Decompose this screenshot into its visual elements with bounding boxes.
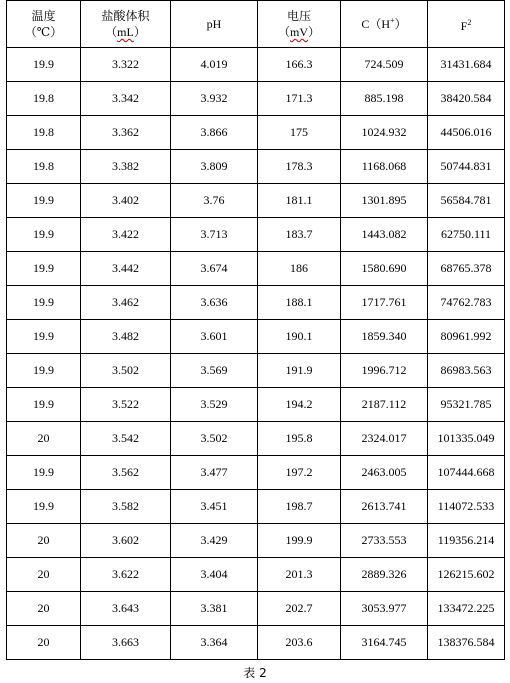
cell-voltage: 199.9 — [258, 524, 341, 558]
cell-h-concentration: 724.509 — [341, 48, 428, 82]
table-row — [7, 456, 505, 490]
cell-ph: 3.529 — [171, 388, 258, 422]
cell-temperature: 20 — [7, 524, 81, 558]
table-row — [7, 558, 505, 592]
cell-h-concentration: 2187.112 — [341, 388, 428, 422]
cell-f2: 68765.378 — [428, 252, 505, 286]
cell-f2: 138376.584 — [428, 626, 505, 660]
cell-f2: 95321.785 — [428, 388, 505, 422]
header-h-concentration — [341, 1, 428, 48]
cell-temperature: 19.9 — [7, 48, 81, 82]
cell-ph: 3.713 — [171, 218, 258, 252]
header-row — [7, 1, 505, 48]
table-row — [7, 626, 505, 660]
data-table — [6, 0, 505, 660]
cell-hcl-volume: 3.462 — [81, 286, 171, 320]
header-voltage — [258, 1, 341, 48]
cell-hcl-volume: 3.382 — [81, 150, 171, 184]
header-f2 — [428, 1, 505, 48]
cell-voltage: 186 — [258, 252, 341, 286]
table-row — [7, 218, 505, 252]
cell-temperature: 19.9 — [7, 184, 81, 218]
header-f-sub: 2 — [467, 17, 472, 27]
header-voltage-close: ） — [308, 25, 321, 39]
table-row — [7, 286, 505, 320]
cell-temperature: 20 — [7, 592, 81, 626]
cell-f2: 38420.584 — [428, 82, 505, 116]
cell-f2: 126215.602 — [428, 558, 505, 592]
table-row — [7, 490, 505, 524]
cell-h-concentration: 3164.745 — [341, 626, 428, 660]
header-voltage-open: （ — [277, 25, 290, 39]
cell-hcl-volume: 3.602 — [81, 524, 171, 558]
cell-voltage: 181.1 — [258, 184, 341, 218]
cell-voltage: 194.2 — [258, 388, 341, 422]
cell-f2: 50744.831 — [428, 150, 505, 184]
cell-f2: 86983.563 — [428, 354, 505, 388]
cell-h-concentration: 1996.712 — [341, 354, 428, 388]
cell-voltage: 201.3 — [258, 558, 341, 592]
cell-temperature: 19.9 — [7, 286, 81, 320]
cell-temperature: 19.9 — [7, 490, 81, 524]
cell-ph: 4.019 — [171, 48, 258, 82]
cell-voltage: 188.1 — [258, 286, 341, 320]
cell-voltage: 191.9 — [258, 354, 341, 388]
cell-ph: 3.866 — [171, 116, 258, 150]
cell-h-concentration: 885.198 — [341, 82, 428, 116]
header-c-end: ） — [394, 17, 407, 31]
cell-voltage: 178.3 — [258, 150, 341, 184]
header-voltage-unit: mV — [290, 25, 308, 39]
cell-voltage: 166.3 — [258, 48, 341, 82]
table-row — [7, 82, 505, 116]
cell-temperature: 19.8 — [7, 82, 81, 116]
cell-temperature: 19.9 — [7, 218, 81, 252]
cell-hcl-volume: 3.622 — [81, 558, 171, 592]
cell-temperature: 19.9 — [7, 252, 81, 286]
cell-temperature: 20 — [7, 422, 81, 456]
cell-ph: 3.932 — [171, 82, 258, 116]
cell-hcl-volume: 3.522 — [81, 388, 171, 422]
cell-ph: 3.809 — [171, 150, 258, 184]
header-hcl-close: ） — [133, 25, 146, 39]
table-row — [7, 48, 505, 82]
table-row — [7, 320, 505, 354]
cell-hcl-volume: 3.362 — [81, 116, 171, 150]
cell-voltage: 198.7 — [258, 490, 341, 524]
cell-temperature: 20 — [7, 558, 81, 592]
header-f-main: F — [460, 18, 468, 33]
cell-hcl-volume: 3.442 — [81, 252, 171, 286]
header-hcl-open: （ — [105, 25, 118, 39]
header-c-main: C（H — [361, 17, 391, 31]
table-row — [7, 184, 505, 218]
cell-f2: 74762.783 — [428, 286, 505, 320]
cell-h-concentration: 1717.761 — [341, 286, 428, 320]
cell-ph: 3.364 — [171, 626, 258, 660]
cell-h-concentration: 1301.895 — [341, 184, 428, 218]
header-ph — [171, 1, 258, 48]
table-row — [7, 524, 505, 558]
cell-hcl-volume: 3.502 — [81, 354, 171, 388]
header-temperature-unit: （℃） — [24, 25, 63, 39]
cell-h-concentration: 3053.977 — [341, 592, 428, 626]
cell-voltage: 190.1 — [258, 320, 341, 354]
cell-f2: 31431.684 — [428, 48, 505, 82]
header-c-sup: + — [390, 16, 395, 25]
cell-hcl-volume: 3.663 — [81, 626, 171, 660]
cell-temperature: 20 — [7, 626, 81, 660]
cell-ph: 3.502 — [171, 422, 258, 456]
cell-hcl-volume: 3.322 — [81, 48, 171, 82]
cell-h-concentration: 2613.741 — [341, 490, 428, 524]
cell-f2: 56584.781 — [428, 184, 505, 218]
cell-voltage: 197.2 — [258, 456, 341, 490]
cell-f2: 44506.016 — [428, 116, 505, 150]
cell-ph: 3.477 — [171, 456, 258, 490]
table-row — [7, 592, 505, 626]
cell-ph: 3.429 — [171, 524, 258, 558]
cell-temperature: 19.9 — [7, 320, 81, 354]
table-row — [7, 354, 505, 388]
cell-f2: 107444.668 — [428, 456, 505, 490]
cell-f2: 119356.214 — [428, 524, 505, 558]
cell-ph: 3.76 — [171, 184, 258, 218]
cell-h-concentration: 1859.340 — [341, 320, 428, 354]
table-row — [7, 388, 505, 422]
cell-temperature: 19.8 — [7, 116, 81, 150]
cell-ph: 3.569 — [171, 354, 258, 388]
cell-hcl-volume: 3.582 — [81, 490, 171, 524]
header-voltage-label: 电压 — [286, 9, 311, 23]
cell-hcl-volume: 3.482 — [81, 320, 171, 354]
cell-ph: 3.601 — [171, 320, 258, 354]
cell-hcl-volume: 3.402 — [81, 184, 171, 218]
cell-hcl-volume: 3.542 — [81, 422, 171, 456]
cell-h-concentration: 2733.553 — [341, 524, 428, 558]
table-row — [7, 116, 505, 150]
cell-hcl-volume: 3.422 — [81, 218, 171, 252]
cell-h-concentration: 2889.326 — [341, 558, 428, 592]
cell-hcl-volume: 3.643 — [81, 592, 171, 626]
cell-voltage: 183.7 — [258, 218, 341, 252]
header-hcl-volume — [81, 1, 171, 48]
cell-hcl-volume: 3.562 — [81, 456, 171, 490]
header-ph-label: pH — [206, 17, 222, 31]
table-caption: 表 2 — [243, 666, 267, 680]
cell-h-concentration: 1443.082 — [341, 218, 428, 252]
cell-h-concentration: 1024.932 — [341, 116, 428, 150]
table-row — [7, 150, 505, 184]
cell-f2: 114072.533 — [428, 490, 505, 524]
header-hcl-unit: mL — [117, 25, 134, 39]
cell-temperature: 19.9 — [7, 388, 81, 422]
table-row — [7, 422, 505, 456]
header-temperature-label: 温度 — [31, 9, 56, 23]
cell-voltage: 195.8 — [258, 422, 341, 456]
cell-ph: 3.674 — [171, 252, 258, 286]
header-temperature — [7, 1, 81, 48]
cell-ph: 3.381 — [171, 592, 258, 626]
cell-voltage: 171.3 — [258, 82, 341, 116]
cell-hcl-volume: 3.342 — [81, 82, 171, 116]
cell-f2: 133472.225 — [428, 592, 505, 626]
cell-temperature: 19.9 — [7, 354, 81, 388]
cell-h-concentration: 1580.690 — [341, 252, 428, 286]
cell-temperature: 19.9 — [7, 456, 81, 490]
cell-h-concentration: 1168.068 — [341, 150, 428, 184]
table-row — [7, 252, 505, 286]
cell-voltage: 203.6 — [258, 626, 341, 660]
cell-f2: 101335.049 — [428, 422, 505, 456]
cell-h-concentration: 2324.017 — [341, 422, 428, 456]
cell-temperature: 19.8 — [7, 150, 81, 184]
cell-f2: 62750.111 — [428, 218, 505, 252]
cell-ph: 3.451 — [171, 490, 258, 524]
cell-voltage: 202.7 — [258, 592, 341, 626]
header-hcl-volume-label: 盐酸体积 — [101, 9, 150, 23]
cell-h-concentration: 2463.005 — [341, 456, 428, 490]
cell-voltage: 175 — [258, 116, 341, 150]
cell-ph: 3.636 — [171, 286, 258, 320]
table-body — [7, 48, 505, 660]
cell-ph: 3.404 — [171, 558, 258, 592]
cell-f2: 80961.992 — [428, 320, 505, 354]
